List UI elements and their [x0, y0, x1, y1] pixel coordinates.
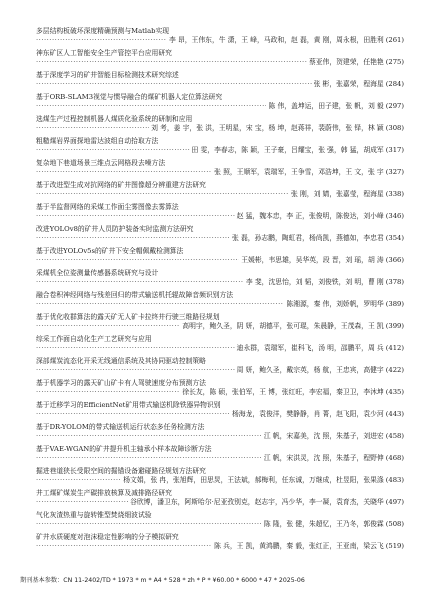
author-line: [36, 256, 404, 265]
table-of-contents: [36, 27, 404, 555]
article-authors: 王媛彬，韦思雄，吴华英，段 晋，刘 瑶，胡 涛: [241, 256, 384, 264]
article-authors: 张 照，王顺军，袁瑞军，王争雪，邓浩坤，王 文，张 宇: [214, 168, 384, 176]
page-number: (284): [385, 80, 404, 88]
article-authors: 张 刚，刘 婧，张嘉莹，程海星: [291, 190, 384, 198]
journal-parameters: 期刊基本参数：CN 11-2402/TD * 1973 * m * A4 * 528 * zh * P * ¥60.00 * 6000 * 47 * 2025-06: [20, 577, 305, 584]
article-title: 多层结构板破坏深度精确预测与Matlab实现: [36, 27, 170, 35]
article-authors: 陈湘源，秦 伟，刘娇帆，罗明华: [286, 300, 384, 308]
page-number: (346): [385, 212, 404, 220]
article-authors: 李 斐，沈思怡，刘 韬，刘俊铁，刘 明，曹 刚: [245, 278, 384, 286]
article-title: 基于改进YOLOv5s的矿井下安全帽佩戴检测算法: [36, 247, 184, 255]
author-line: [36, 322, 404, 331]
toc-entry[interactable]: [36, 115, 404, 133]
article-authors: 赵 猛，魏本忠，李 正，张俊明，陈俊达，刘小峰: [236, 212, 384, 220]
article-title: 选煤生产过程控制机器人煤质化验系统的研制和应用: [36, 115, 193, 123]
author-line: [36, 476, 404, 485]
article-title: 粗糙煤岩界面探地雷达波组自动拾取方法: [36, 137, 159, 145]
dot-leader: [36, 190, 289, 199]
article-authors: 周 妍，鲍久圣，戴宗英，杨 航，王忠宾，高健宇: [236, 366, 384, 374]
toc-entry[interactable]: [36, 269, 404, 287]
dot-leader: [36, 58, 307, 67]
page-number: (519): [385, 542, 404, 550]
page-number: (261): [385, 36, 404, 44]
toc-entry[interactable]: [36, 71, 404, 89]
page-number: (354): [385, 234, 404, 242]
page-number: (412): [385, 344, 404, 352]
article-title: 采煤机全位姿测量传感器系统研究与设计: [36, 269, 159, 277]
article-authors: 刘 考，姜 宇，张 洪，王明星，宋 宝，杨 坤，赵蒋祥，裴蔚伟，张 铎，林 颖: [151, 124, 384, 132]
toc-entry[interactable]: [36, 159, 404, 177]
page-number: (483): [385, 476, 404, 484]
dot-leader: [36, 344, 235, 353]
dot-leader: [36, 212, 235, 221]
toc-entry[interactable]: [36, 225, 404, 243]
page-number: (366): [385, 256, 404, 264]
author-line: [36, 234, 404, 243]
author-line: [36, 410, 404, 419]
author-line: [36, 388, 404, 397]
dot-leader: [36, 432, 262, 441]
page-number: (468): [385, 454, 404, 462]
page-number: (297): [385, 102, 404, 110]
author-line: [36, 146, 404, 155]
toc-entry[interactable]: [36, 357, 404, 375]
article-title: 基于深度学习的矿井智能目标检测技术研究综述: [36, 71, 179, 79]
article-title: 基于迁移学习的EfficientNet矿用带式输送机除铁器异物识别: [36, 401, 221, 409]
article-title: 掘进巷道狭长受限空间的掘锚设备避碰路径规划方法研究: [36, 467, 206, 475]
article-authors: 李 昂，王伟东，牛 潇，王 峰，马政和，赵 磊，黄 刚，周永根，田胜利: [169, 36, 384, 44]
page-number: (338): [385, 190, 404, 198]
article-title: 基于ORB-SLAM3视觉与惯导融合的煤矿机器人定位算法研究: [36, 93, 223, 101]
author-line: [36, 432, 404, 441]
toc-entry[interactable]: [36, 291, 404, 309]
article-title: 基于半监督网络的采煤工作面尘雾图像去雾算法: [36, 203, 179, 211]
author-line: [36, 80, 404, 89]
dot-leader: [36, 300, 284, 309]
article-authors: 陈 兵，王 凯，黄鸿鹏，秦 毅，张红正，王亚南，梁云飞: [214, 542, 384, 550]
dot-leader: [36, 520, 262, 529]
toc-entry[interactable]: [36, 93, 404, 111]
author-line: [36, 58, 404, 67]
article-title: 综采工作面自动化生产工艺研究与应用: [36, 335, 152, 343]
toc-entry[interactable]: [36, 49, 404, 67]
page-number: (308): [385, 124, 404, 132]
article-title: 基于VAE-WGAN的矿井提升机主轴承小样本故障诊断方法: [36, 445, 212, 453]
toc-entry[interactable]: [36, 313, 404, 331]
dot-leader: [36, 410, 230, 419]
author-line: [36, 190, 404, 199]
article-title: 改进YOLOv8的矿井人员防护装备实时监测方法研究: [36, 225, 194, 233]
article-title: 基于机器学习的露天矿山矿卡有人驾驶速度分布预测方法: [36, 379, 206, 387]
dot-leader: [36, 388, 180, 397]
dot-leader: [36, 124, 149, 133]
article-authors: 陈 隆，张 健，朱超忆，王乃冬，郭俊霖: [263, 520, 384, 528]
page-number: (422): [385, 366, 404, 374]
dot-leader: [36, 366, 235, 375]
toc-entry[interactable]: [36, 203, 404, 221]
dot-leader: [36, 102, 266, 111]
article-title: 深部煤炭流态化开采无线通信系统及其协同驱动控制策略: [36, 357, 206, 365]
author-line: [36, 36, 404, 45]
article-title: 复杂地下巷道场景三维点云网格段去噪方法: [36, 159, 166, 167]
author-line: [36, 454, 404, 463]
page-number: (399): [385, 322, 404, 330]
dot-leader: [36, 168, 212, 177]
dot-leader: [36, 476, 121, 485]
page-number: (458): [385, 432, 404, 440]
article-title: 神东矿区人工智能安全生产管控平台应用研究: [36, 49, 172, 57]
toc-entry[interactable]: [36, 445, 404, 463]
author-line: [36, 212, 404, 221]
article-title: 井工煤矿煤炭生产碳排放核算及减排路径研究: [36, 489, 172, 497]
toc-entry[interactable]: [36, 335, 404, 353]
dot-leader: [36, 278, 244, 287]
article-authors: 高明宇，鲍久圣，阴 妍，胡德平，张可琨，朱晨静，王茂森，王 凯: [182, 322, 384, 330]
dot-leader: [36, 36, 167, 45]
page-number: (378): [385, 278, 404, 286]
article-authors: 杨文娟，张 冉，张旭辉，田思炅，王法斌，郝梅利，任东诚，万继成，杜昱阳，张果涤: [123, 476, 384, 484]
dot-leader: [36, 322, 180, 331]
article-authors: 江 帆，宋嘉美，沈 照，朱基子，刘进宏: [263, 432, 384, 440]
article-title: 基于优化收群算法的露天矿无人矿卡拉终井行驶三维路径规划: [36, 313, 220, 321]
article-authors: 陈 伟，盖坤运，田子建，张 帆，刘 毅: [268, 102, 384, 110]
author-line: [36, 520, 404, 529]
article-title: 融合卷积神经网络与残差回归的带式输送机托辊故障音频识别方法: [36, 291, 234, 299]
page-number: (317): [385, 146, 404, 154]
dot-leader: [36, 498, 128, 507]
author-line: [36, 300, 404, 309]
toc-entry[interactable]: [36, 27, 404, 45]
author-line: [36, 278, 404, 287]
dot-leader: [36, 542, 212, 551]
article-title: 基于改进型生成对抗网络的矿井图像超分辨重建方法研究: [36, 181, 206, 189]
toc-entry[interactable]: [36, 423, 404, 441]
dot-leader: [36, 234, 230, 243]
article-authors: 迪永群，袁瑞军，崔科飞，汤 明，邵鹏平，周 兵: [236, 344, 384, 352]
dot-leader: [36, 454, 262, 463]
article-authors: 杨海龙，袁俊洋，樊静静，肖 菁，赵飞阳，袁少河: [232, 410, 384, 418]
author-line: [36, 124, 404, 133]
toc-entry[interactable]: [36, 533, 404, 551]
page-number: (389): [385, 300, 404, 308]
author-line: [36, 168, 404, 177]
page-number: (497): [385, 498, 404, 506]
author-line: [36, 498, 404, 507]
article-authors: 江 帆，宋洪灵，沈 照，朱基子，程野伸: [263, 454, 384, 462]
article-authors: 张 彬，张嘉荣，程海星: [313, 80, 384, 88]
page-number: (327): [385, 168, 404, 176]
article-title: 气化灰渣热重与旋转锥型焚烧细波试验: [36, 511, 152, 519]
toc-entry[interactable]: [36, 467, 404, 485]
dot-leader: [36, 80, 312, 89]
article-title: 矿井水质硬度对泡沫稳定性影响的分子模拟研究: [36, 533, 179, 541]
dot-leader: [36, 256, 239, 265]
toc-entry[interactable]: [36, 511, 404, 529]
author-line: [36, 366, 404, 375]
page-number: (508): [385, 520, 404, 528]
dot-leader: [36, 146, 190, 155]
page-number: (443): [385, 410, 404, 418]
article-authors: 蔡亚伟，贺建荣，任艳艳: [308, 58, 384, 66]
article-authors: 张 磊，孙志鹏，陶虹君，杨尚凯，燕德如，李忠君: [232, 234, 384, 242]
article-authors: 徐长友，陈 硕，张伯军，王 博，张红旺，李宏福，秦卫卫，李沐坤: [182, 388, 384, 396]
toc-entry[interactable]: [36, 247, 404, 265]
toc-entry[interactable]: [36, 137, 404, 155]
author-line: [36, 344, 404, 353]
page-number: (435): [385, 388, 404, 396]
toc-entry[interactable]: [36, 379, 404, 397]
page-number: (275): [385, 58, 404, 66]
article-title: 基于DR-YOLOM的带式输送机运行状态多任务检测方法: [36, 423, 205, 431]
toc-entry[interactable]: [36, 181, 404, 199]
author-line: [36, 542, 404, 551]
author-line: [36, 102, 404, 111]
article-authors: 田 雯，李春志，陈 颖，王子豪，吕耀宝，张 强，韩 猛，胡成军: [191, 146, 384, 154]
article-authors: 谷欣博，潘卫东，阿斯哈尔·尼亚孜别克，赵志宇，冯少华，李一凝，袁育杰，关晓华: [130, 498, 384, 506]
toc-entry[interactable]: [36, 489, 404, 507]
toc-entry[interactable]: [36, 401, 404, 419]
